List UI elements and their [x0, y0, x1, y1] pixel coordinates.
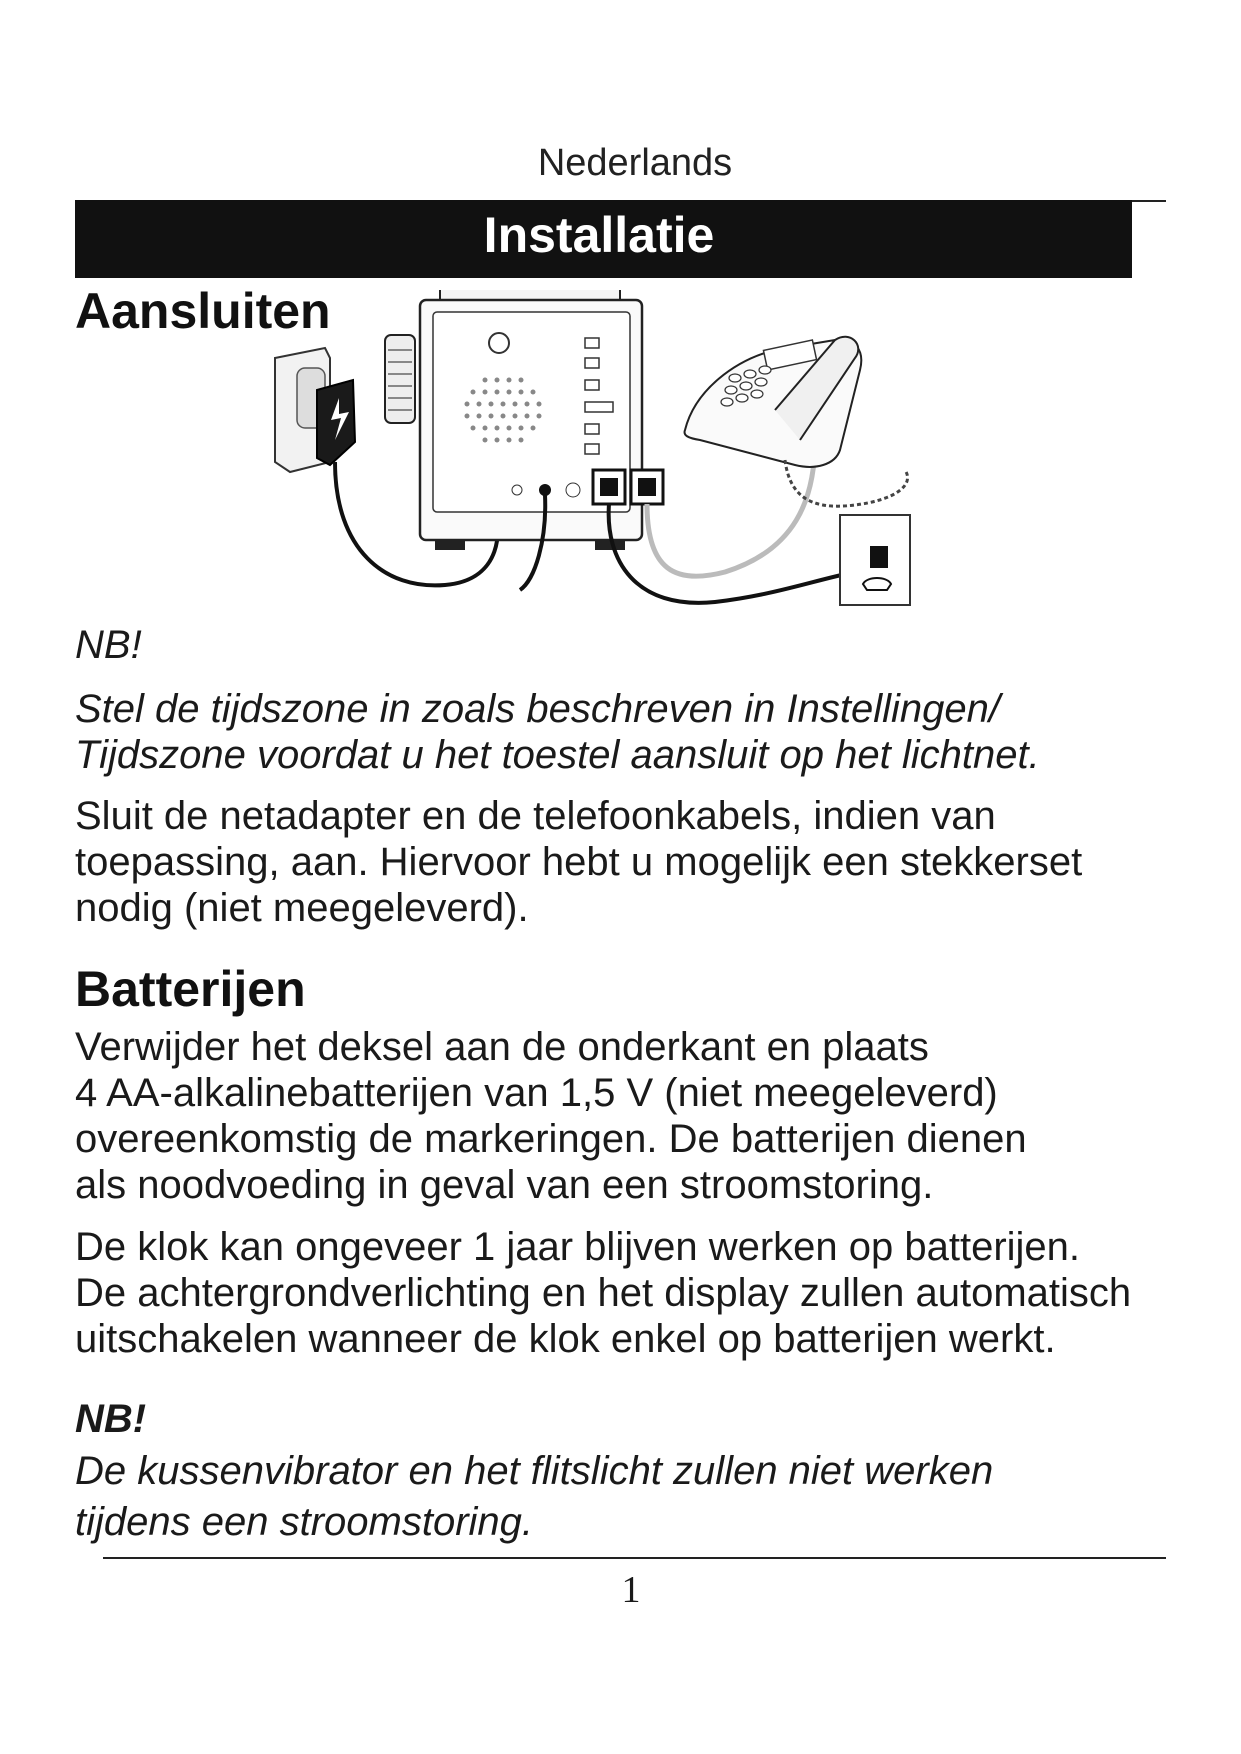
- batterijen-para2-line-1: De klok kan ongeveer 1 jaar blijven werken op batterijen.: [75, 1225, 1081, 1269]
- alarm-clock-device-icon: [420, 290, 663, 550]
- aansluiten-body-line-2: toepassing, aan. Hiervoor hebt u mogelijk een stekkerset: [75, 840, 1083, 884]
- heading-aansluiten: Aansluiten: [75, 283, 331, 339]
- page-number: 1: [621, 1569, 641, 1611]
- language-label: Nederlands: [537, 142, 733, 184]
- batterijen-para2-line-3: uitschakelen wanneer de klok enkel op batterijen werkt.: [75, 1317, 1056, 1361]
- telephone-icon: [685, 337, 908, 506]
- batterijen-para1-line-2: 4 AA-alkalinebatterijen van 1,5 V (niet meegeleverd): [75, 1071, 998, 1115]
- note-label-batterijen: NB!: [75, 1397, 147, 1441]
- note-label-aansluiten: NB!: [75, 623, 142, 667]
- page-title: Installatie: [483, 207, 715, 263]
- batterijen-para1-line-1: Verwijder het deksel aan de onderkant en plaats: [75, 1025, 929, 1069]
- header-rule: [1130, 200, 1166, 202]
- batterijen-para2-line-2: De achtergrondverlichting en het display zullen automatisch: [75, 1271, 1132, 1315]
- batterijen-para1-line-3: overeenkomstig de markeringen. De batterijen dienen: [75, 1117, 1027, 1161]
- aansluiten-body-line-1: Sluit de netadapter en de telefoonkabels, indien van: [75, 794, 996, 838]
- note-line-2: Tijdszone voordat u het toestel aansluit op het lichtnet.: [75, 733, 1040, 777]
- batterijen-note-line-2: tijdens een stroomstoring.: [75, 1500, 534, 1544]
- phone-wall-socket-icon: [840, 515, 910, 605]
- footer-rule: [103, 1557, 1166, 1559]
- batterijen-note-line-1: De kussenvibrator en het flitslicht zullen niet werken: [75, 1449, 994, 1493]
- batterijen-para1-line-4: als noodvoeding in geval van een stroomstoring.: [75, 1163, 934, 1207]
- power-adapter-icon: [317, 380, 355, 465]
- heading-batterijen: Batterijen: [75, 961, 306, 1017]
- note-line-1: Stel de tijdszone in zoals beschreven in Instellingen/: [75, 687, 1000, 731]
- knob-icon: [385, 335, 415, 423]
- aansluiten-body-line-3: nodig (niet meegeleverd).: [75, 886, 529, 930]
